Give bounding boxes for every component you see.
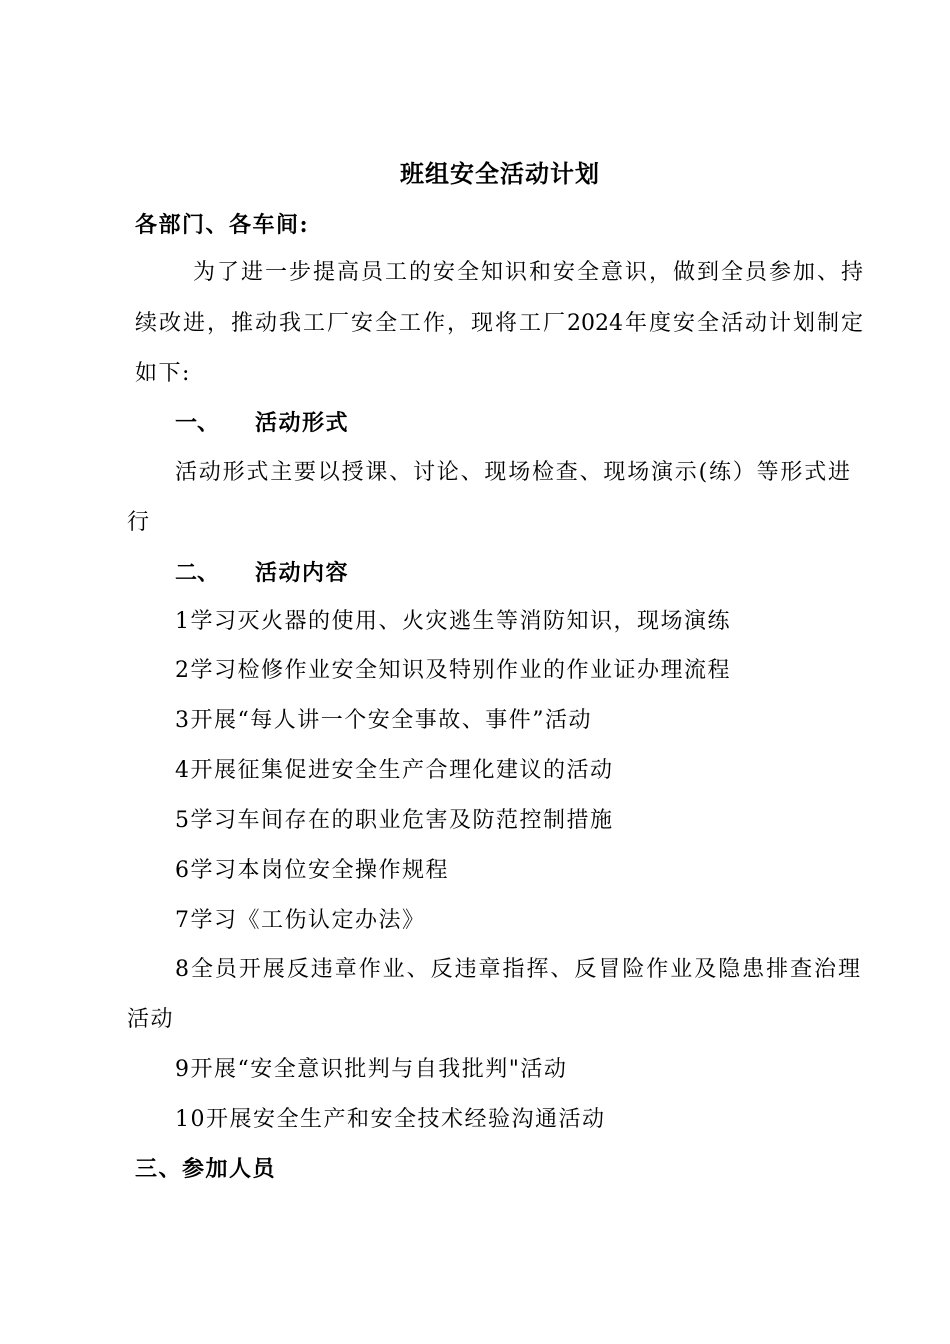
salutation: 各部门、各车间: bbox=[135, 212, 310, 238]
section-1-body-line-2: 行 bbox=[127, 510, 151, 535]
section-2-item-10: 10开展安全生产和安全技术经验沟通活动 bbox=[175, 1107, 606, 1132]
section-2-item-7: 7学习《工伤认定办法》 bbox=[175, 908, 426, 933]
section-2-item-6: 6学习本岗位安全操作规程 bbox=[175, 858, 449, 883]
intro-line-3: 如下: bbox=[135, 361, 191, 386]
section-1-heading: 活动形式 bbox=[255, 410, 350, 436]
section-2-item-9: 9开展“安全意识批判与自我批判"活动 bbox=[175, 1057, 568, 1082]
section-2-item-4: 4开展征集促进安全生产合理化建议的活动 bbox=[175, 758, 614, 783]
intro-line-1: 为了进一步提高员工的安全知识和安全意识，做到全员参加、持 bbox=[193, 260, 863, 285]
section-2-item-8-cont: 活动 bbox=[127, 1007, 175, 1032]
section-2-item-3: 3开展“每人讲一个安全事故、事件”活动 bbox=[175, 708, 592, 733]
section-2-heading: 活动内容 bbox=[255, 560, 350, 586]
section-1-number: 一、 bbox=[175, 410, 220, 436]
section-2-item-8: 8全员开展反违章作业、反违章指挥、反冒险作业及隐患排查治理 bbox=[175, 957, 860, 982]
section-2-number: 二、 bbox=[175, 560, 220, 586]
section-1-body-line-1: 活动形式主要以授课、讨论、现场检查、现场演示(练）等形式进 bbox=[175, 460, 850, 485]
section-2-item-2: 2学习检修作业安全知识及特别作业的作业证办理流程 bbox=[175, 658, 731, 683]
document-title: 班组安全活动计划 bbox=[400, 159, 600, 188]
section-2-item-1: 1学习灭火器的使用、火灾逃生等消防知识，现场演练 bbox=[175, 609, 731, 634]
intro-line-2: 续改进，推动我工厂安全工作，现将工厂2024年度安全活动计划制定 bbox=[135, 311, 863, 336]
section-2-item-5: 5学习车间存在的职业危害及防范控制措施 bbox=[175, 808, 614, 833]
section-3-heading: 三、参加人员 bbox=[135, 1156, 277, 1182]
